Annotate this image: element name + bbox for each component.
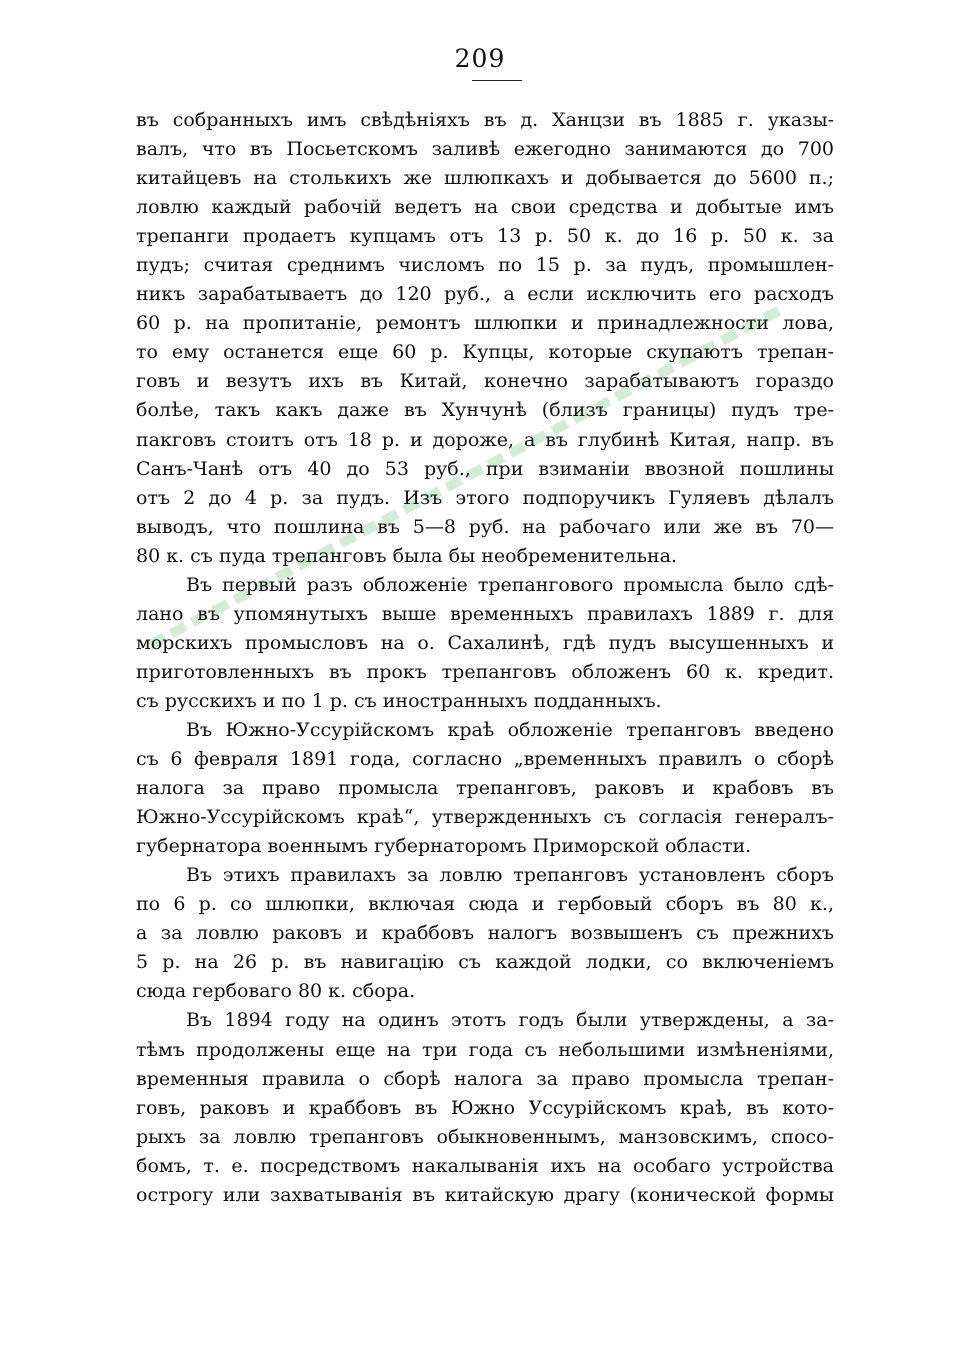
text-line: 80 к. съ пуда трепанговъ была бы необременительна.	[136, 544, 677, 567]
text-line: лано въ упомянутыхъ выше временныхъ правилахъ 1889 г. для	[136, 602, 834, 625]
paragraph	[136, 861, 834, 1006]
text-line: острогу или захватыванія въ китайскую драгу (конической формы	[136, 1183, 834, 1206]
text-line: Южно-Уссурійскомъ краѣ“, утвержденныхъ съ согласія генералъ-	[136, 806, 834, 829]
text-line: китайцевъ на столькихъ же шлюпкахъ и добывается до 5600 п.;	[136, 167, 834, 190]
text-line: сюда гербоваго 80 к. сбора.	[136, 980, 416, 1003]
text-line: налога за право промысла трепанговъ, раковъ и крабовъ въ	[136, 777, 834, 800]
page-number-rule	[472, 80, 522, 81]
text-line: по 6 р. со шлюпки, включая сюда и гербовый сборъ въ 80 к.,	[136, 893, 834, 916]
text-line: никъ зарабатываетъ до 120 руб., а если исключить его расходъ	[136, 283, 834, 306]
text-line: 60 р. на пропитаніе, ремонтъ шлюпки и принадлежности лова,	[136, 312, 834, 335]
text-line: говъ и везутъ ихъ въ Китай, конечно зарабатываютъ гораздо	[136, 370, 834, 393]
text-line: тѣмъ продолжены еще на три года съ небольшими измѣненіями,	[136, 1038, 834, 1061]
text-line: Въ 1894 году на одинъ этотъ годъ были утверждены, а за-	[186, 1009, 834, 1032]
text-line: Въ Южно-Уссурійскомъ краѣ обложеніе трепанговъ введено	[186, 718, 834, 741]
text-line: въ собранныхъ имъ свѣдѣніяхъ въ д. Ханцзи въ 1885 г. указы-	[136, 109, 834, 131]
text-line: пакговъ стоитъ отъ 18 р. и дороже, а въ глубинѣ Китая, напр. въ	[136, 428, 834, 451]
text-line: а за ловлю раковъ и краббовъ налогъ возвышенъ съ прежнихъ	[136, 922, 834, 945]
text-line: съ 6 февраля 1891 года, согласно „временныхъ правилъ о сборѣ	[136, 748, 834, 771]
text-line: выводъ, что пошлина въ 5—8 руб. на рабочаго или же въ 70—	[136, 515, 834, 538]
text-line: Въ первый разъ обложеніе трепангового промысла было сдѣ-	[186, 573, 834, 596]
text-line: приготовленныхъ въ прокъ трепанговъ обложенъ 60 к. кредит.	[136, 660, 834, 683]
text-line: ловлю каждый рабочій ведетъ на свои средства и добытые имъ	[136, 196, 834, 219]
text-line: съ русскихъ и по 1 р. съ иностранныхъ подданныхъ.	[136, 689, 662, 712]
text-line: временныя правила о сборѣ налога за право промысла трепан-	[136, 1067, 834, 1090]
paragraph	[136, 1006, 834, 1209]
text-line: трепанги продаетъ купцамъ отъ 13 р. 50 к. до 16 р. 50 к. за	[136, 225, 834, 248]
text-line: бомъ, т. е. посредствомъ накалыванія ихъ на особаго устройства	[136, 1154, 834, 1177]
page-number: 209	[454, 44, 506, 73]
text-line: рыхъ за ловлю трепанговъ обыкновеннымъ, манзовскимъ, спосо-	[136, 1125, 834, 1148]
text-line: отъ 2 до 4 р. за пудъ. Изъ этого подпоручикъ Гуляевъ дѣлалъ	[136, 486, 834, 509]
paragraph	[136, 716, 834, 861]
body-text	[136, 106, 834, 1210]
text-line: Санъ-Чанѣ отъ 40 до 53 руб., при взиманіи ввозной пошлины	[136, 457, 834, 480]
text-line: то ему останется еще 60 р. Купцы, которые скупаютъ трепан-	[136, 341, 834, 364]
text-line: говъ, раковъ и краббовъ въ Южно Уссурійскомъ краѣ, въ кото-	[136, 1096, 834, 1119]
text-line: губернатора военнымъ губернаторомъ Приморской области.	[136, 835, 752, 858]
text-line: пудъ; считая среднимъ числомъ по 15 р. за пудъ, промышлен-	[136, 254, 834, 277]
paragraph	[136, 106, 834, 571]
text-line: 5 р. на 26 р. въ навигацію съ каждой лодки, со включеніемъ	[136, 951, 834, 974]
text-line: морскихъ промысловъ на о. Сахалинѣ, гдѣ пудъ высушенныхъ и	[136, 631, 834, 654]
paragraph	[136, 571, 834, 716]
text-line: валъ, что въ Посьетскомъ заливѣ ежегодно занимаются до 700	[136, 138, 834, 161]
text-line: болѣе, такъ какъ даже въ Хунчунѣ (близъ границы) пудъ тре-	[136, 399, 834, 422]
text-line: Въ этихъ правилахъ за ловлю трепанговъ установленъ сборъ	[186, 864, 834, 887]
